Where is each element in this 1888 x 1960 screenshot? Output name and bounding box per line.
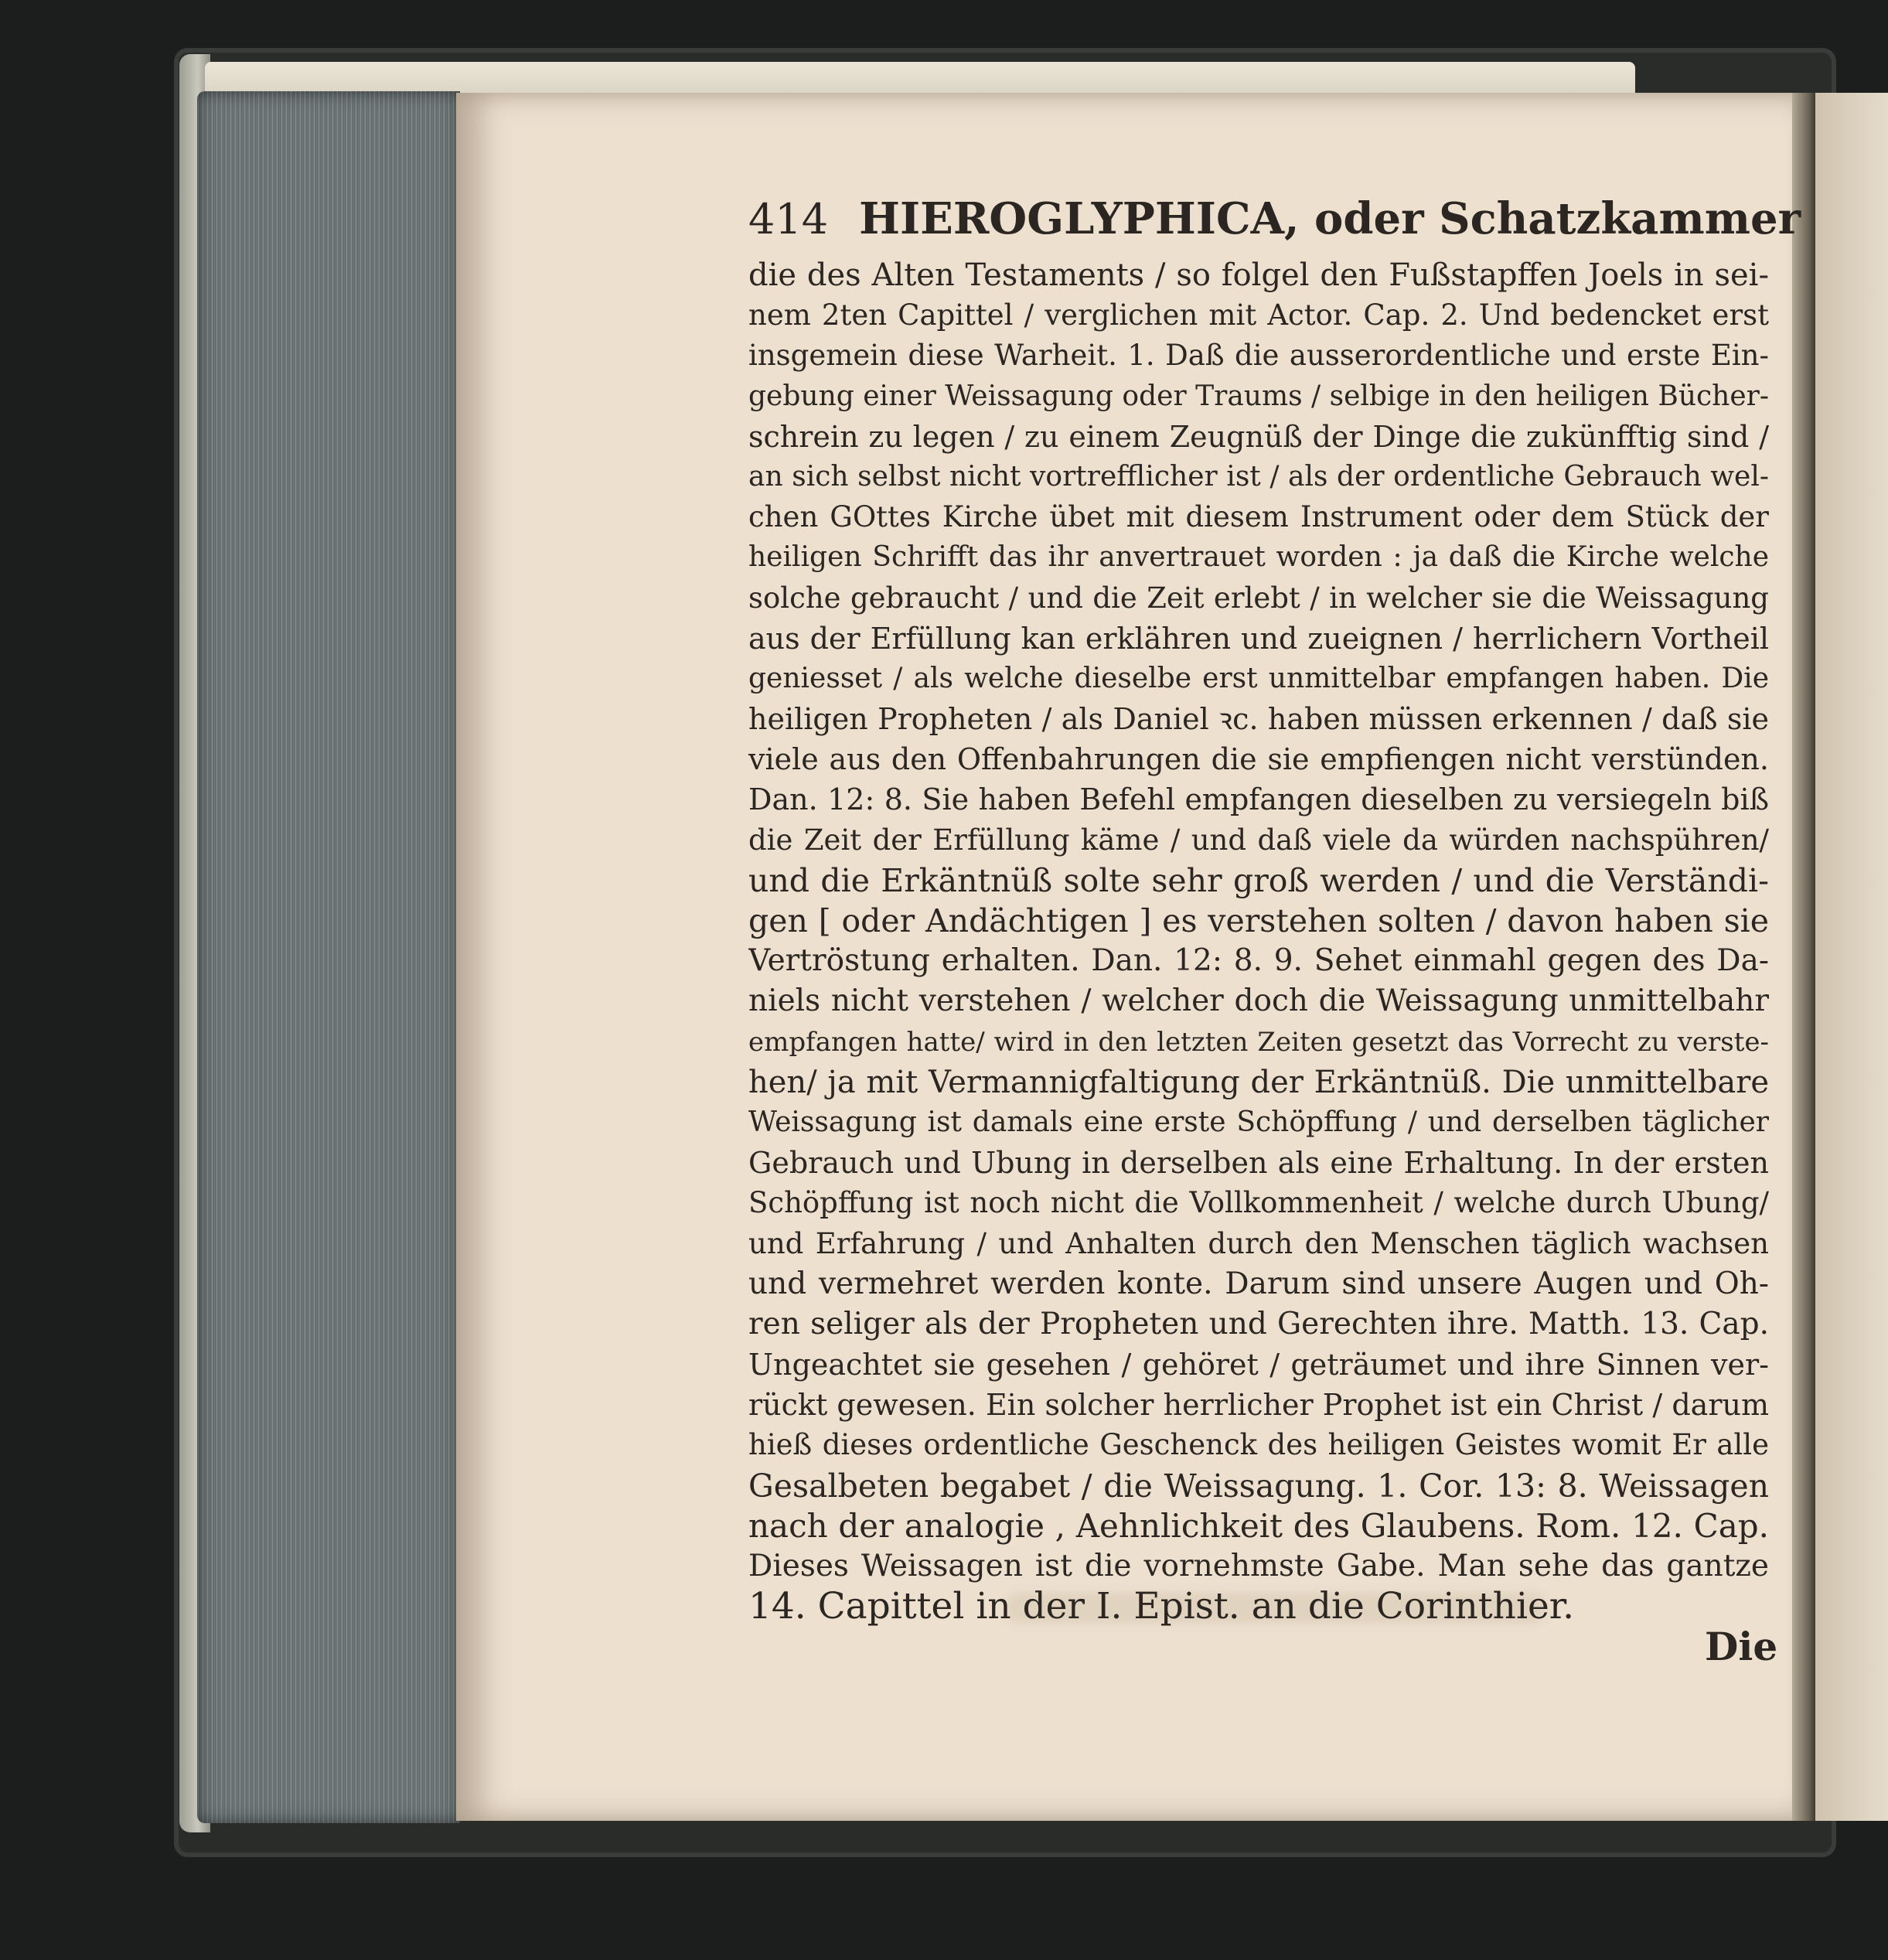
text-line: 14. Capittel in der I. Epist. an die Corinthier. [748,1587,1575,1628]
text-line: heiligen Propheten / als Daniel ꝛc. haben müssen erkennen / daß sie [748,702,1769,737]
facing-page-edge [1815,93,1888,1821]
text-line: ren seliger als der Propheten und Gerechten ihre. Matth. 13. Cap. [748,1306,1769,1341]
text-line: Dan. 12: 8. Sie haben Befehl empfangen dieselben zu versiegeln biß [748,782,1769,817]
text-line: Gesalbeten begabet / die Weissagung. 1. Cor. 13: 8. Weissagen [748,1467,1769,1505]
text-line: Ungeachtet sie gesehen / gehöret / geträumet und ihre Sinnen ver- [748,1348,1769,1382]
text-line: Schöpffung ist noch nicht die Vollkommenheit / welche durch Ubung/ [748,1186,1769,1220]
catchword: Die [1705,1624,1778,1669]
text-line: viele aus den Offenbahrungen die sie empfiengen nicht verstünden. [748,742,1769,777]
page-block-fore-edge [197,91,460,1823]
text-line: Gebrauch und Ubung in derselben als eine Erhaltung. In der ersten [748,1146,1769,1181]
running-title: HIEROGLYPHICA, oder Schatzkammer [859,193,1801,244]
text-line: Dieses Weissagen ist die vornehmste Gabe. Man sehe das gantze [748,1549,1769,1583]
text-line: Weissagung ist damals eine erste Schöpffung / und derselben täglicher [748,1106,1769,1138]
text-line: und die Erkäntnüß solte sehr groß werden / und die Verständi- [748,861,1769,899]
text-line: empfangen hatte/ wird in den letzten Zeiten gesetzt das Vorrecht zu verste- [748,1026,1769,1058]
text-line: nach der analogie , Aehnlichkeit des Glaubens. Rom. 12. Cap. [748,1506,1769,1545]
page-gutter [1792,93,1815,1821]
text-line: an sich selbst nicht vortrefflicher ist / als der ordentliche Gebrauch wel- [748,460,1769,493]
text-line: Vertröstung erhalten. Dan. 12: 8. 9. Sehet einmahl gegen des Da- [748,943,1769,979]
text-line: heiligen Schrifft das ihr anvertrauet worden : ja daß die Kirche welche [748,541,1769,574]
page-header [748,193,1801,255]
page-number: 414 [748,195,829,244]
text-line: die des Alten Testaments / so folgel den Fußstapffen Joels in sei- [748,257,1769,293]
body-text [748,255,1769,1627]
text-line: gen [ oder Andächtigen ] es verstehen solten / davon haben sie [748,902,1769,939]
text-line: nem 2ten Capittel / verglichen mit Actor. Cap. 2. Und bedencket erst [748,298,1769,332]
text-line: solche gebraucht / und die Zeit erlebt / in welcher sie die Weissagung [748,581,1769,615]
text-line: schrein zu legen / zu einem Zeugnüß der Dinge die zukünfftig sind / [748,419,1769,454]
text-line: niels nicht verstehen / welcher doch die Weissagung unmittelbahr [748,983,1769,1019]
text-line: insgemein diese Warheit. 1. Daß die ausserordentliche und erste Ein- [748,339,1769,373]
text-line: die Zeit der Erfüllung käme / und daß viele da würden nachspühren/ [748,823,1769,857]
text-line: rückt gewesen. Ein solcher herrlicher Prophet ist ein Christ / darum [748,1388,1769,1423]
text-line: gebung einer Weissagung oder Traums / selbige in den heiligen Bücher- [748,380,1769,412]
text-line: chen GOttes Kirche übet mit diesem Instrument oder dem Stück der [748,500,1769,534]
text-line: aus der Erfüllung kan erklähren und zueignen / herrlichern Vortheil [748,621,1769,656]
text-line: und vermehret werden konte. Darum sind unsere Augen und Oh- [748,1266,1769,1301]
text-line: hieß dieses ordentliche Geschenck des heiligen Geistes womit Er alle [748,1428,1769,1462]
text-line: geniesset / als welche dieselbe erst unmittelbar empfangen haben. Die [748,662,1769,694]
text-line: hen/ ja mit Vermannigfaltigung der Erkäntnüß. Die unmittelbare [748,1064,1769,1100]
text-line: und Erfahrung / und Anhalten durch den Menschen täglich wachsen [748,1226,1769,1260]
